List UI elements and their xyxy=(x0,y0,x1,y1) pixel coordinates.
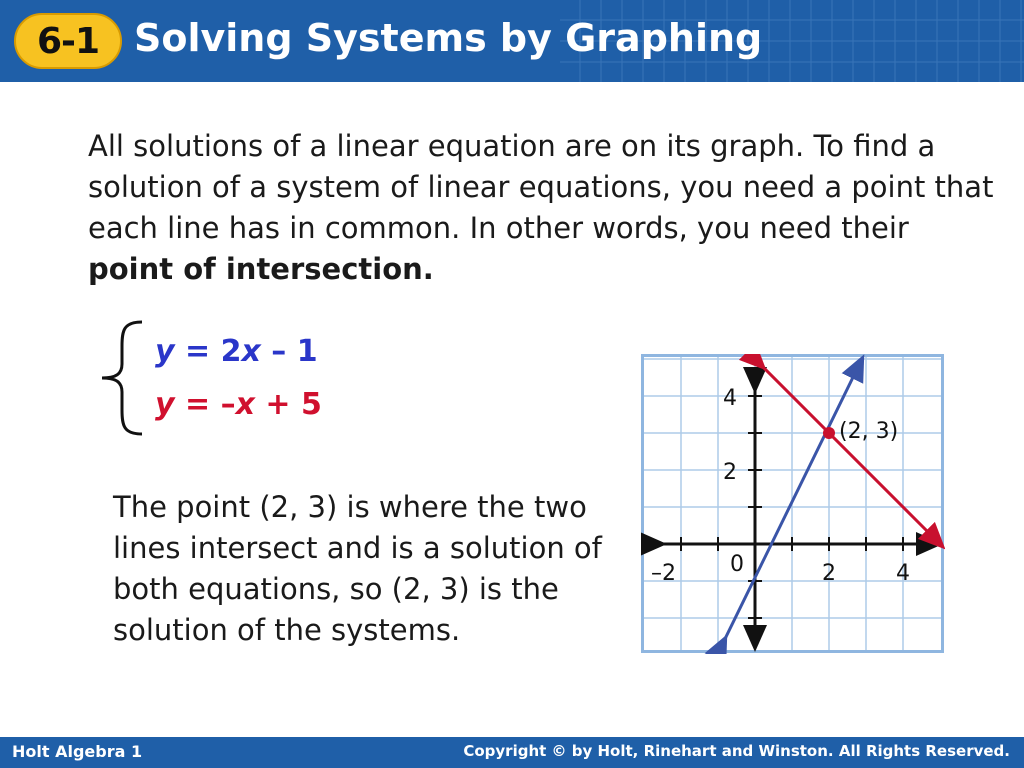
eq2-y: y xyxy=(155,387,175,422)
coordinate-graph xyxy=(641,354,945,654)
intersection-label: (2, 3) xyxy=(839,419,899,444)
tick-label-x4: 4 xyxy=(896,561,910,586)
equation-1 xyxy=(155,334,318,369)
eq1-equals: = 2 xyxy=(174,334,242,369)
intro-paragraph xyxy=(88,126,998,290)
eq2-equals: = – xyxy=(174,387,236,422)
page-title: Solving Systems by Graphing xyxy=(134,16,763,60)
eq2-rest: + 5 xyxy=(254,387,322,422)
explanation-paragraph: The point (2, 3) is where the two lines intersect and is a solution of both equations, so (2, 3) is the solution of the systems. xyxy=(113,490,602,647)
tick-label-y2: 2 xyxy=(723,460,737,485)
tick-label-y4: 4 xyxy=(723,386,737,411)
intro-bold-term: point of intersection. xyxy=(88,252,434,286)
intersection-point xyxy=(823,427,835,439)
tick-label-x2: 2 xyxy=(822,561,836,586)
eq1-y: y xyxy=(155,334,175,369)
intro-text: All solutions of a linear equation are on its graph. To find a solution of a system of linear equations, you need a point that each line has in common. In other words, you need their xyxy=(88,129,994,245)
eq2-x: x xyxy=(235,387,255,422)
equation-2 xyxy=(155,387,322,422)
tick-label-x0: 0 xyxy=(730,552,744,577)
lesson-number-badge: 6-1 xyxy=(14,13,122,69)
footer-course: Holt Algebra 1 xyxy=(12,742,143,761)
eq1-rest: – 1 xyxy=(260,334,318,369)
header-bar xyxy=(0,0,1024,82)
footer-copyright: Copyright © by Holt, Rinehart and Winston. All Rights Reserved. xyxy=(463,742,1010,760)
system-brace xyxy=(96,318,148,438)
eq1-x: x xyxy=(241,334,261,369)
footer-bar xyxy=(0,737,1024,768)
tick-label-xneg2: –2 xyxy=(651,561,676,586)
